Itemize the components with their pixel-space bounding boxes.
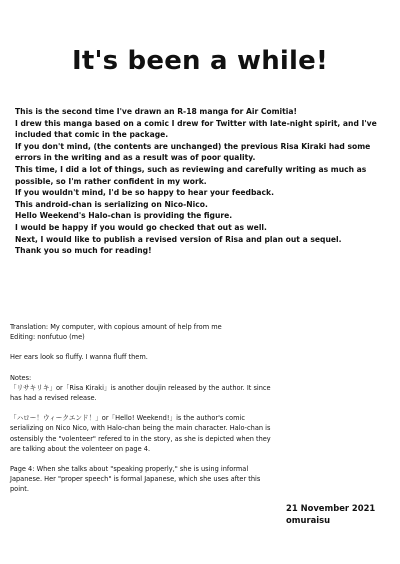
afterword-line: Next, I would like to publish a revised version of Risa and plan out a sequel. [15,234,342,244]
afterword-line: Thank you so much for reading! [15,246,152,256]
note-hello-weekend: 「ハロー！ウィークエンド！」or「Hello! Weekend!」is the author's comic serializing on Nico Nico, with Halo-chan being the main character. Halo-chan is ostensibly the "volenteer" refered to in the story, as she is depicted when they are talking about the volenteer on page 4. [10,414,271,453]
afterword-body [15,106,387,257]
afterword-line: I drew this manga based on a comic I drew for Twitter with late-night spirit, and I've included that comic in the package. [15,118,377,140]
signature [286,502,396,526]
afterword-line: I would be happy if you would go checked that out as well. [15,222,267,232]
afterword-line: If you wouldn't mind, I'd be so happy to hear your feedback. [15,188,274,198]
note-page-4: Page 4: When she talks about "speaking properly," she is using informal Japanese. Her "proper speech" is formal Japanese, which she uses after this point. [10,465,261,494]
signature-author: omuraisu [286,515,331,525]
translation-credit: Translation: My computer, with copious amount of help from me [10,323,222,331]
translator-notes [10,322,278,495]
afterword-line: If you don't mind, (the contents are unchanged) the previous Risa Kiraki had some errors in the writing and as a result was of poor quality. [15,141,371,163]
page-title: It's been a while! [71,46,329,76]
ears-comment: Her ears look so fluffy. I wanna fluff them. [10,353,148,362]
notes-heading: Notes: [10,373,32,382]
afterword-line: Hello Weekend's Halo-chan is providing the figure. [15,211,233,221]
afterword-line: This android-chan is serializing on Nico-Nico. [15,199,208,209]
note-risa-kiraki: 「リサキリキ」or「Risa Kiraki」is another doujin released by the author. It since has had a revised release. [10,383,271,403]
afterword-line: This is the second time I've drawn an R-18 manga for Air Comitia! [15,107,297,116]
editing-credit: Editing: nonfutuo (me) [10,333,85,342]
signature-date: 21 November 2021 [286,503,376,513]
afterword-line: This time, I did a lot of things, such as reviewing and carefully writing as much as possible, so I'm rather confident in my work. [15,164,367,186]
